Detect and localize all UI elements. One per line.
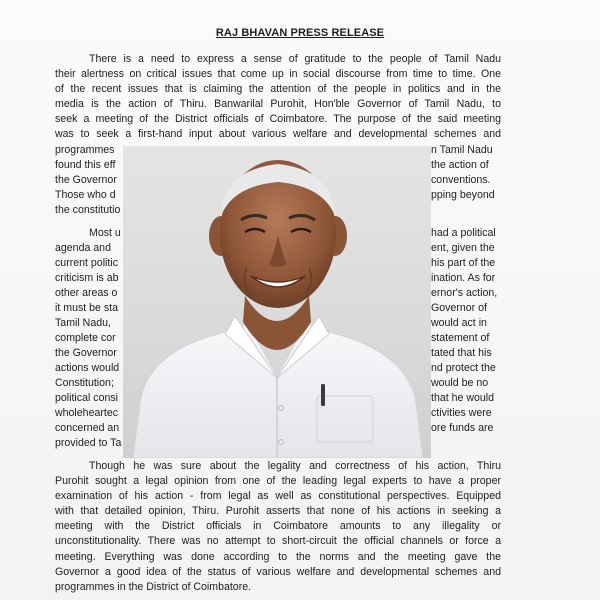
text-fragment: ination. As for [431, 272, 496, 284]
text-fragment: provided to Ta [55, 437, 122, 449]
text-line: Purohit sought a legal opinion from one of the leading legal experts to have a proper [55, 475, 501, 488]
text-line: Though he was sure about the legality and correctness of his action, Thiru [89, 460, 501, 472]
text-line: meeting. Everything was done according to the norms and the meeting gave the [55, 550, 501, 563]
pen-icon [321, 384, 325, 406]
text-fragment: ernor's action, [431, 287, 498, 299]
text-fragment: it must be sta [55, 302, 118, 314]
text-fragment: had a political [431, 227, 496, 239]
text-fragment: the constitutio [55, 204, 121, 216]
text-fragment: ore funds are [431, 422, 494, 434]
text-fragment: the action of [431, 159, 489, 171]
shirt-button [279, 406, 284, 411]
text-fragment: the Governor [55, 174, 117, 186]
text-line: with that detailed opinion, Thiru. Purohit asserts that none of his actions in seeking a [55, 505, 501, 518]
text-fragment: that he would [431, 392, 495, 404]
text-fragment: conventions. [431, 174, 491, 186]
text-fragment: tated that his [431, 347, 492, 359]
text-line: meeting with the District officials in Coimbatore amounts to any illegality or [55, 520, 501, 533]
text-fragment: ent, given the [431, 242, 495, 254]
text-fragment: statement of [431, 332, 490, 344]
text-line: media is the action of Thiru. Banwarilal Purohit, Hon'ble Governor of Tamil Nadu, to [55, 98, 501, 111]
text-fragment: Governor of [431, 302, 487, 314]
text-fragment: political consi [55, 392, 119, 404]
portrait-illustration [123, 146, 431, 458]
paragraph-1 [55, 52, 501, 143]
text-fragment: actions would [55, 362, 120, 374]
text-fragment: complete cor [55, 332, 116, 344]
text-fragment: other areas o [55, 287, 118, 299]
text-fragment: pping beyond [431, 189, 495, 201]
text-fragment: current politic [55, 257, 118, 269]
text-line: seek a meeting of the District officials of Coimbatore. The purpose of the said meeting [55, 113, 501, 126]
text-line: programmes in the District of Coimbatore. [55, 580, 252, 593]
text-fragment: programmes [55, 144, 115, 156]
text-fragment: Most u [89, 227, 121, 239]
text-line: of the recent issues that is claiming the attention of the people in politics and in the [55, 83, 501, 96]
text-line: Governor a good idea of the status of various welfare and developmental schemes and [55, 565, 501, 578]
text-line: their alertness on critical issues that come up in social discourse from time to time. One [55, 68, 501, 81]
text-fragment: ctivities were [431, 407, 492, 419]
text-fragment: Those who d [55, 189, 116, 201]
text-fragment: n Tamil Nadu [431, 144, 493, 156]
text-fragment: Tamil Nadu, [55, 317, 111, 329]
text-line: examination of his action - from legal as well as constitutional perspectives. Equipped [55, 490, 501, 503]
text-fragment: would be no [431, 377, 489, 389]
text-fragment: the Governor [55, 347, 117, 359]
text-fragment: wholeheartec [55, 407, 119, 419]
page-title: RAJ BHAVAN PRESS RELEASE [215, 27, 385, 39]
text-fragment: found this eff [55, 159, 116, 171]
text-fragment: would act in [431, 317, 487, 329]
shirt-button [279, 440, 284, 445]
text-fragment: criticism is ab [55, 272, 119, 284]
text-fragment: his part of the [431, 257, 496, 269]
text-line: was to seek a first-hand input about various welfare and developmental schemes and [55, 128, 501, 141]
portrait-photo [123, 146, 431, 458]
text-fragment: concerned an [55, 422, 120, 434]
text-fragment: agenda and [55, 242, 111, 254]
paragraph-3 [55, 459, 501, 595]
text-fragment: nd protect the [431, 362, 496, 374]
text-line: unconstitutionality. There was no attempt to short-circuit the official channels or force a [55, 535, 501, 548]
text-line: There is a need to express a sense of gratitude to the people of Tamil Nadu [89, 53, 501, 65]
text-fragment: Constitution; [55, 377, 114, 389]
